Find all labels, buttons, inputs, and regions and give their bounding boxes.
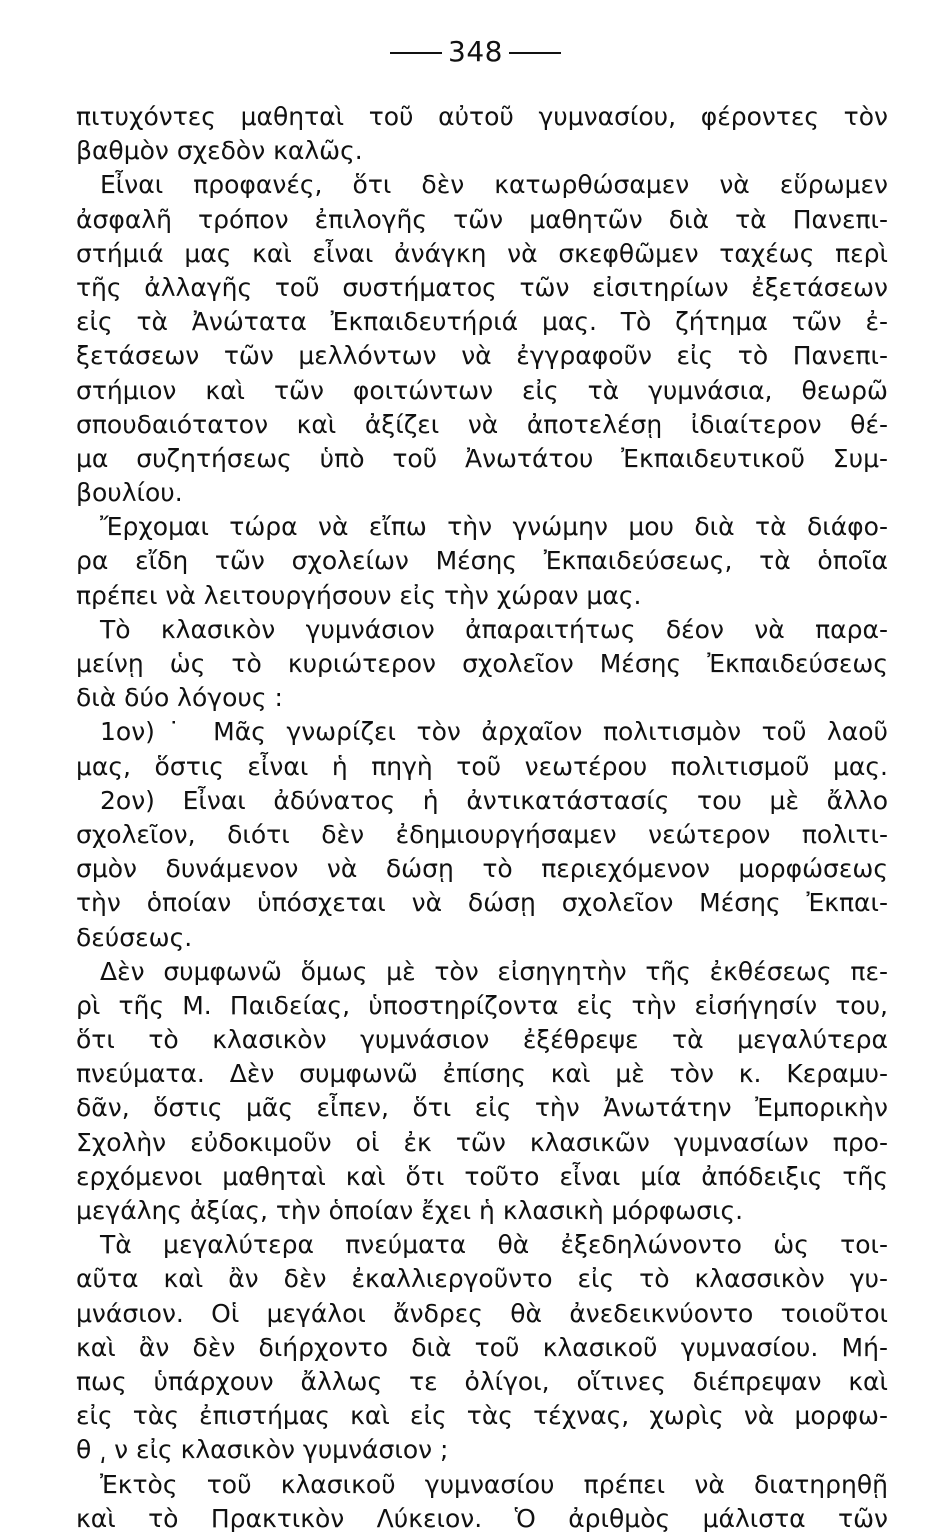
text-line: μα συζητήσεως ὑπὸ τοῦ Ἀνωτάτου Ἐκπαιδευτικοῦ Συμ- [76, 443, 888, 473]
text-line: πνεύματα. Δὲν συμφωνῶ ἐπίσης καὶ μὲ τὸν κ. Κεραμυ- [76, 1059, 888, 1089]
text-line: μεγάλης ἀξίας, τὴν ὁποίαν ἔχει ἡ κλασικὴ μόρφωσις. [76, 1196, 744, 1225]
body-text [76, 100, 888, 1536]
text-line: Δὲν συμφωνῶ ὅμως μὲ τὸν εἰσηγητὴν τῆς ἐκθέσεως πε- [100, 956, 888, 986]
text-line: θ ͵ ν εἰς κλασικὸν γυμνάσιον ; [76, 1435, 449, 1465]
text-line: αῦτα καὶ ἂν δὲν ἐκαλλιεργοῦντο εἰς τὸ κλασσικὸν γυ- [76, 1264, 888, 1294]
text-line: εἰς τὰς ἐπιστήμας καὶ εἰς τὰς τέχνας, χωρὶς νὰ μορφω- [76, 1401, 888, 1431]
text-line: ὅτι τὸ κλασικὸν γυμνάσιον ἐξέθρεψε τὰ μεγαλύτερα [76, 1025, 888, 1055]
text-line: καὶ ἂν δὲν διήρχοντο διὰ τοῦ κλασικοῦ γυμνασίου. Μή- [76, 1332, 888, 1362]
text-line: ερχόμενοι μαθηταὶ καὶ ὅτι τοῦτο εἶναι μία ἀπόδειξις τῆς [76, 1161, 888, 1191]
text-line: Τὰ μεγαλύτερα πνεύματα θὰ ἐξεδηλώνοντο ὡς τοι- [100, 1230, 888, 1260]
text-line: καὶ τὸ Πρακτικὸν Λύκειον. Ὁ ἀριθμὸς μάλιστα τῶν [76, 1503, 888, 1533]
text-line: πως ὑπάρχουν ἄλλως τε ὀλίγοι, οἵτινες διέπρεψαν καὶ [76, 1366, 888, 1396]
text-line: Σχολὴν εὐδοκιμοῦν οἱ ἐκ τῶν κλασικῶν γυμνασίων προ- [76, 1127, 888, 1157]
text-line: εἰς τὰ Ἀνώτατα Ἐκπαιδευτήριά μας. Τὸ ζήτημα τῶν ἐ- [76, 307, 888, 337]
text-line: μνάσιον. Οἱ μεγάλοι ἄνδρες θὰ ἀνεδεικνύοντο τοιοῦτοι [76, 1298, 888, 1328]
text-line: σμὸν δυνάμενον νὰ δώσῃ τὸ περιεχόμενον μορφώσεως [76, 854, 888, 884]
page-number-header [0, 32, 951, 72]
text-line: μείνῃ ὡς τὸ κυριώτερον σχολεῖον Μέσης Ἐκπαιδεύσεως [76, 649, 888, 678]
left-rule [390, 52, 442, 54]
text-line: ρὶ τῆς Μ. Παιδείας, ὑποστηρίζοντα εἰς τὴν εἰσήγησίν του, [76, 990, 888, 1020]
text-line: στήμιον καὶ τῶν φοιτώντων εἰς τὰ γυμνάσια, θεωρῶ [76, 375, 888, 405]
text-line: σπουδαιότατον καὶ ἀξίζει νὰ ἀποτελέσῃ ἰδιαίτερον θέ- [76, 409, 888, 439]
text-line: πιτυχόντες μαθηταὶ τοῦ αὐτοῦ γυμνασίου, φέροντες τὸν [76, 102, 888, 131]
text-line: ρα εἴδη τῶν σχολείων Μέσης Ἐκπαιδεύσεως, τὰ ὁποῖα [76, 546, 888, 576]
text-line: βουλίου. [76, 478, 183, 508]
text-line: διὰ δύο λόγους : [76, 683, 283, 713]
text-line: 1ον)˙ Μᾶς γνωρίζει τὸν ἀρχαῖον πολιτισμὸν τοῦ λαοῦ [100, 717, 888, 747]
text-line: βαθμὸν σχεδὸν καλῶς. [76, 136, 363, 166]
text-line: μας, ὅστις εἶναι ἡ πηγὴ τοῦ νεωτέρου πολιτισμοῦ μας. [76, 751, 888, 781]
text-line: δᾶν, ὅστις μᾶς εἶπεν, ὅτι εἰς τὴν Ἀνωτάτην Ἐμπορικὴν [76, 1093, 888, 1123]
text-line: Εἶναι προφανές, ὅτι δὲν κατωρθώσαμεν νὰ εὕρωμεν [100, 170, 888, 200]
text-line: ἀσφαλῆ τρόπον ἐπιλογῆς τῶν μαθητῶν διὰ τὰ Πανεπι- [76, 204, 888, 234]
text-line: ξετάσεων τῶν μελλόντων νὰ ἐγγραφοῦν εἰς τὸ Πανεπι- [76, 341, 888, 371]
text-line: Τὸ κλασικὸν γυμνάσιον ἀπαραιτήτως δέον νὰ παρα- [100, 614, 888, 644]
right-rule [509, 52, 561, 54]
text-line: 2ον) Εἶναι ἀδύνατος ἡ ἀντικατάστασίς του μὲ ἄλλο [100, 785, 888, 815]
page-number: 348 [448, 35, 503, 68]
text-line: Ἐκτὸς τοῦ κλασικοῦ γυμνασίου πρέπει νὰ διατηρηθῇ [100, 1469, 888, 1499]
text-line: Ἔρχομαι τώρα νὰ εἴπω τὴν γνώμην μου διὰ τὰ διάφο- [100, 512, 888, 542]
text-line: τὴν ὁποίαν ὑπόσχεται νὰ δώσῃ σχολεῖον Μέσης Ἐκπαι- [76, 888, 888, 918]
text-line: πρέπει νὰ λειτουργήσουν εἰς τὴν χώραν μας. [76, 580, 642, 610]
text-line: σχολεῖον, διότι δὲν ἐδημιουργήσαμεν νεώτερον πολιτι- [76, 819, 888, 849]
text-line: τῆς ἀλλαγῆς τοῦ συστήματος τῶν εἰσιτηρίων ἐξετάσεων [76, 272, 888, 302]
text-line: δεύσεως. [76, 922, 193, 952]
text-line: στήμιά μας καὶ εἶναι ἀνάγκη νὰ σκεφθῶμεν ταχέως περὶ [76, 238, 888, 268]
